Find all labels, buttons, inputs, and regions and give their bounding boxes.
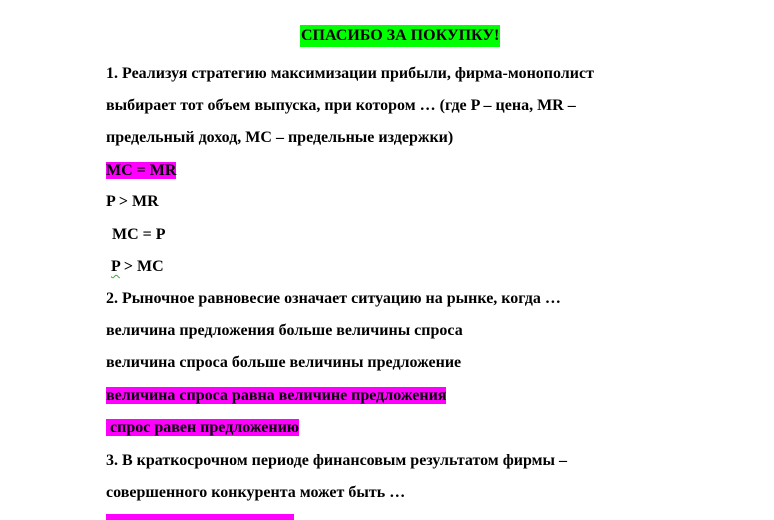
- question-3-text-line-2: совершенного конкурента может быть …: [106, 484, 406, 501]
- question-2-option-4-text: спрос равен предложению: [110, 419, 300, 436]
- question-2-text-line-1: 2. Рыночное равновесие означает ситуацию на рынке, когда …: [106, 290, 561, 307]
- question-2-option-4: [106, 417, 299, 439]
- question-1-option-4-rest: > MC: [119, 258, 164, 275]
- partial-answer-highlight: [106, 514, 294, 520]
- question-1-option-4: [111, 256, 164, 278]
- question-2-option-3: [106, 385, 446, 407]
- question-2-option-1: величина предложения больше величины спроса: [106, 322, 463, 339]
- correct-answer-highlight: [106, 419, 299, 436]
- question-1-text-line-1: 1. Реализуя стратегию максимизации прибыли, фирма-монополист: [106, 65, 594, 82]
- question-1-option-2: P > MR: [106, 193, 159, 210]
- thank-you-banner: СПАСИБО ЗА ПОКУПКУ!: [300, 25, 500, 47]
- correct-answer-highlight: величина спроса равна величине предложения: [106, 387, 447, 404]
- correct-answer-highlight: MC = MR: [106, 162, 177, 179]
- question-1-text-line-2: выбирает тот объем выпуска, при котором … (где P – цена, MR –: [106, 97, 576, 114]
- question-1-option-1: [106, 160, 176, 182]
- question-2-option-2: величина спроса больше величины предложение: [106, 354, 462, 371]
- question-1-option-3: MC = P: [112, 226, 166, 243]
- spellcheck-underline: P: [111, 258, 120, 275]
- question-3-text-line-1: 3. В краткосрочном периоде финансовым результатом фирмы –: [106, 452, 568, 469]
- question-1-text-line-3: предельный доход, MC – предельные издержки): [106, 129, 454, 146]
